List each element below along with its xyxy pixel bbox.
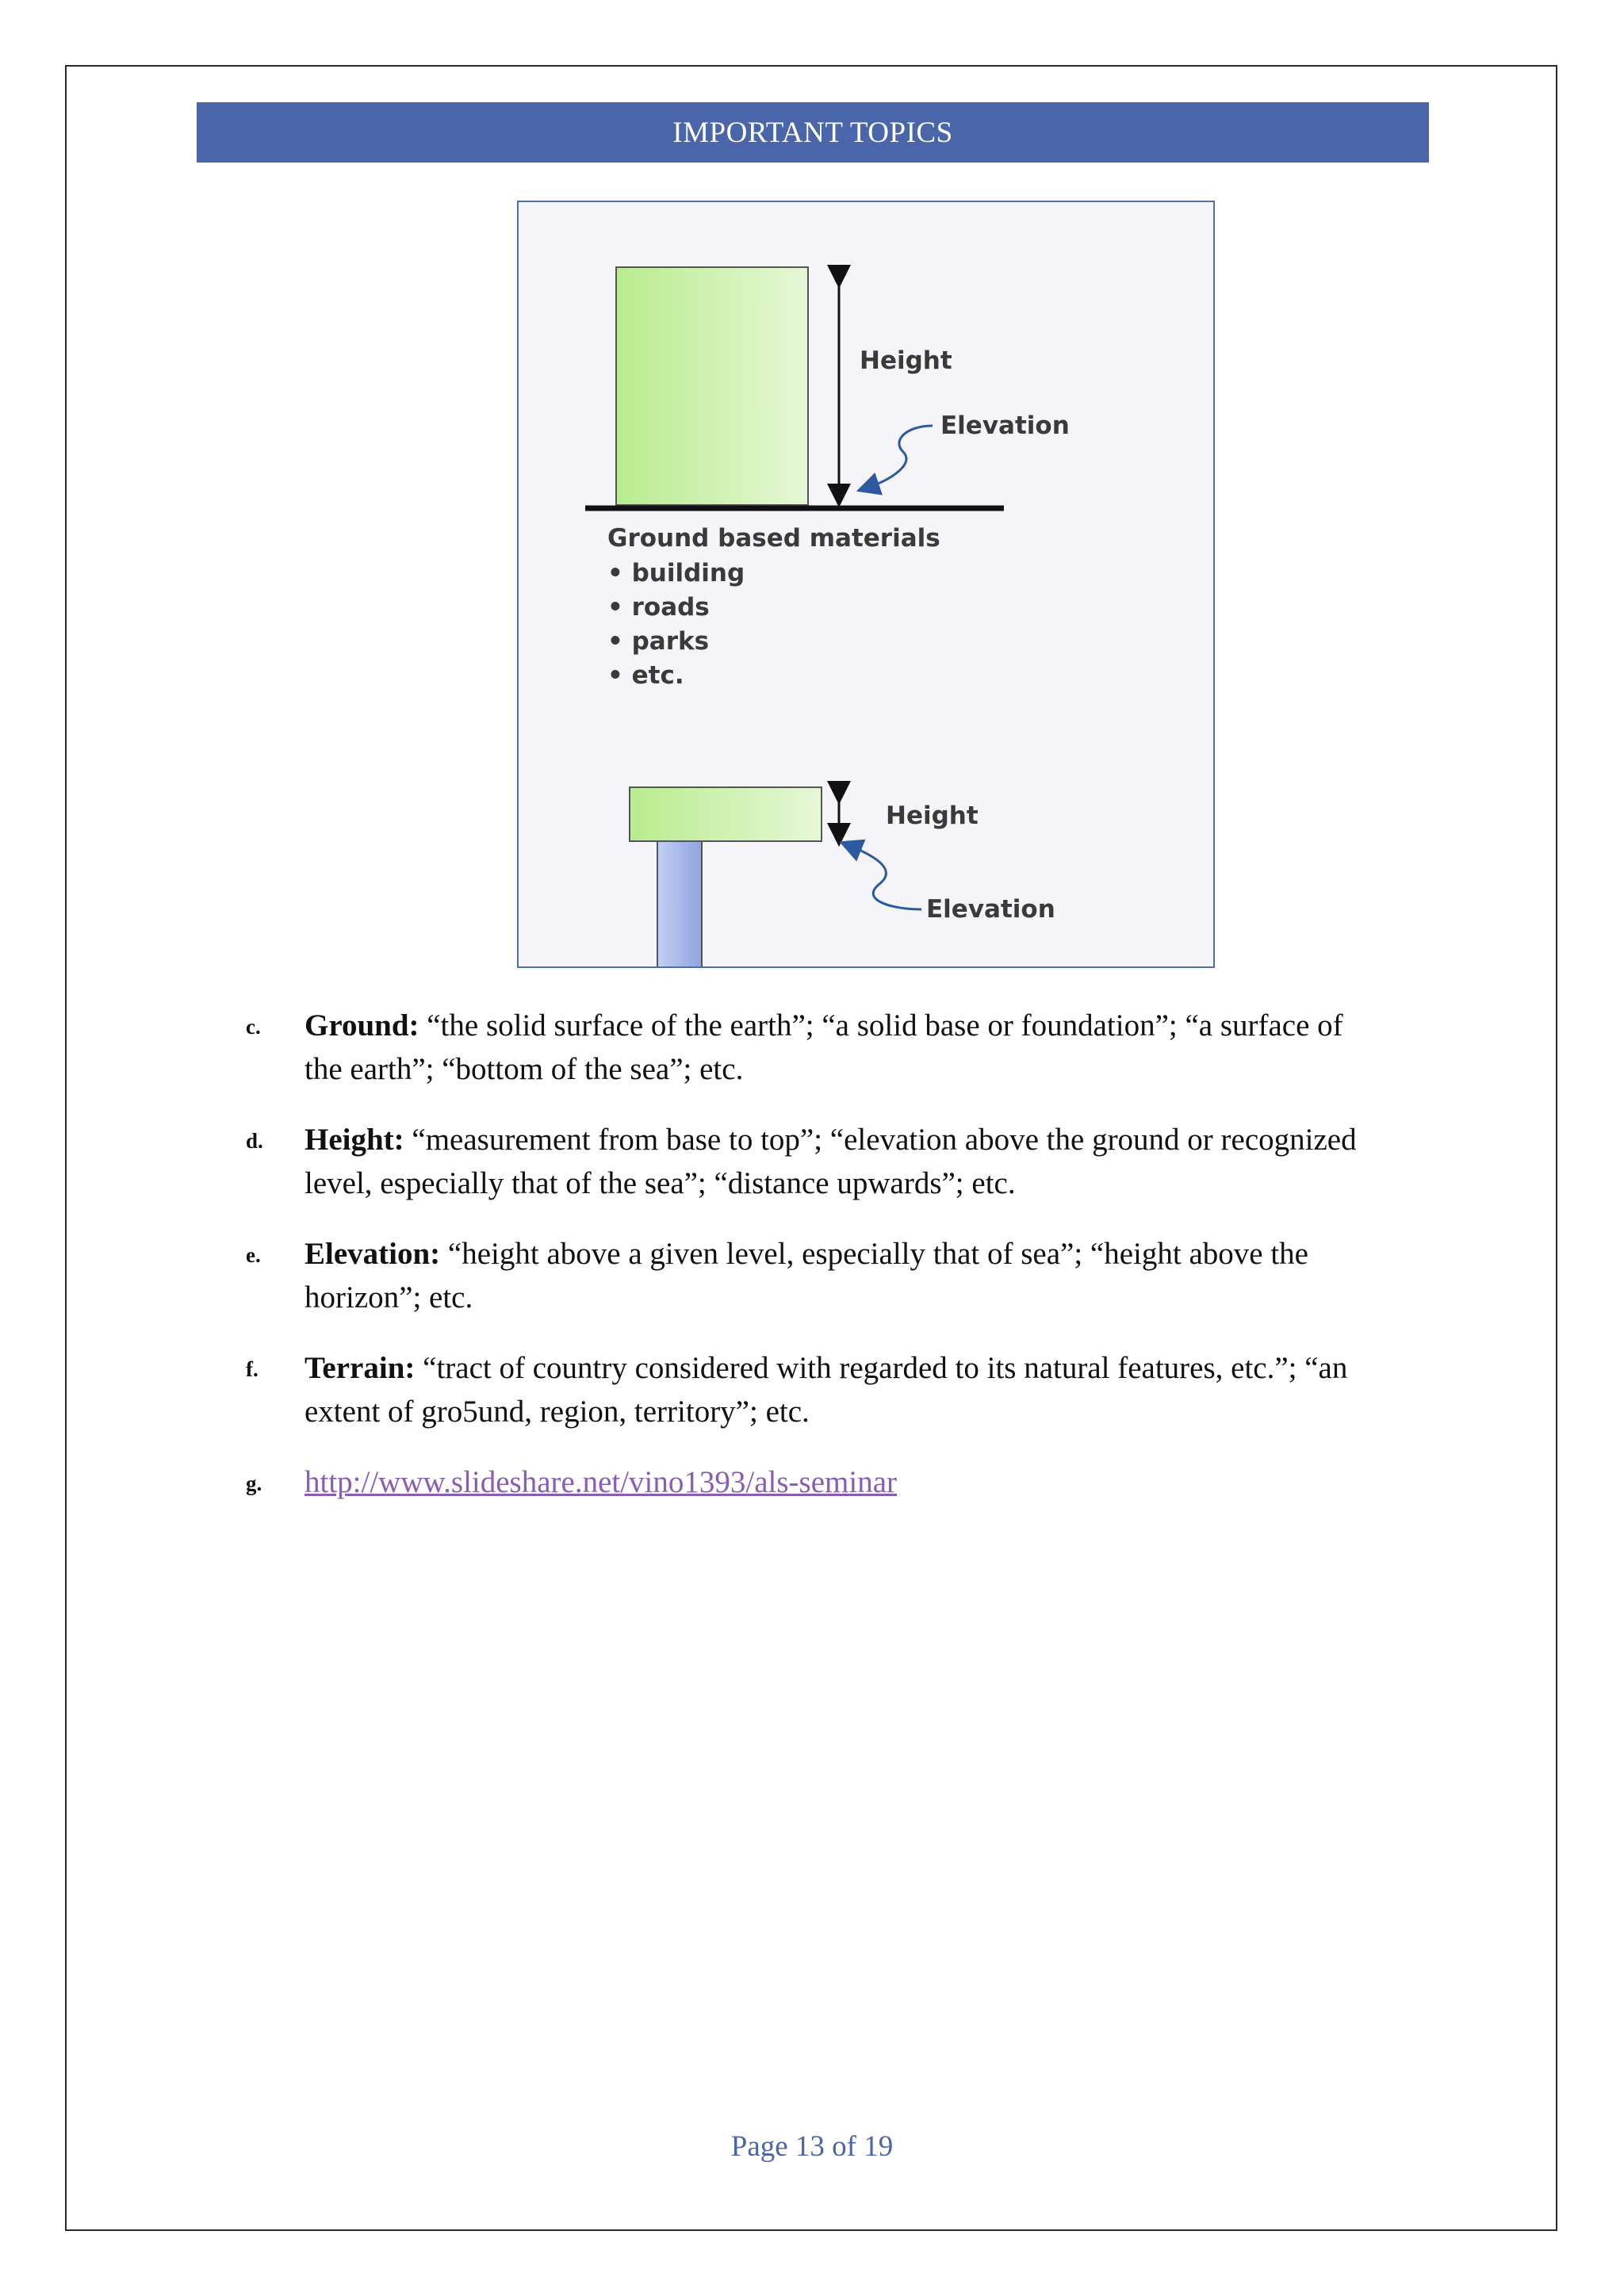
definition-term: Terrain: [304,1351,416,1385]
definition-line: the earth”; “bottom of the sea”; etc. [304,1052,744,1086]
definition-line: horizon”; etc. [304,1280,473,1314]
list-marker: c. [246,1015,261,1039]
definition-text [304,1346,1438,1433]
definition-term: Ground: [304,1008,419,1043]
list-marker: d. [246,1129,263,1153]
list-marker: g. [246,1471,262,1495]
definition-line: level, especially that of the sea”; “distance upwards”; etc. [304,1166,1016,1200]
elevation-height-figure [517,201,1215,968]
ground-item: • building [607,559,745,587]
definition-line: “height above a given level, especially that of sea”; “height above the [440,1237,1308,1271]
definition-line: “tract of country considered with regarded to its natural features, etc.”; “an [415,1351,1348,1385]
deck-elevation-squiggle [850,846,921,909]
list-marker: e. [246,1243,261,1267]
bottom-elevation-label: Elevation [926,895,1055,924]
bottom-height-label: Height [886,802,979,830]
reference-link[interactable]: http://www.slideshare.net/vino1393/als-seminar [304,1465,897,1499]
definition-line: extent of gro5und, region, territory”; etc. [304,1395,810,1429]
definition-text [304,1004,1438,1091]
deck-rect [630,787,822,841]
ground-item: • roads [607,593,710,622]
building-rect [616,267,808,505]
top-height-label: Height [860,346,952,375]
definition-line: “the solid surface of the earth”; “a solid base or foundation”; “a surface of [419,1008,1343,1043]
page-header [197,102,1429,163]
definition-line: “measurement from base to top”; “elevation above the ground or recognized [404,1123,1357,1157]
pier-column [657,841,702,966]
definition-text [304,1232,1438,1319]
list-marker: f. [246,1357,259,1381]
ground-item: • etc. [607,661,684,690]
definition-term: Height: [304,1123,404,1157]
header-title: IMPORTANT TOPICS [672,116,953,149]
ground-heading: Ground based materials [607,524,940,553]
top-elevation-label: Elevation [940,411,1070,440]
elevation-squiggle [868,426,933,488]
ground-item: • parks [607,627,710,656]
definition-text [304,1118,1438,1205]
definition-term: Elevation: [304,1237,441,1271]
page-number: Page 13 of 19 [730,2130,894,2163]
reference-text [304,1460,1438,1504]
